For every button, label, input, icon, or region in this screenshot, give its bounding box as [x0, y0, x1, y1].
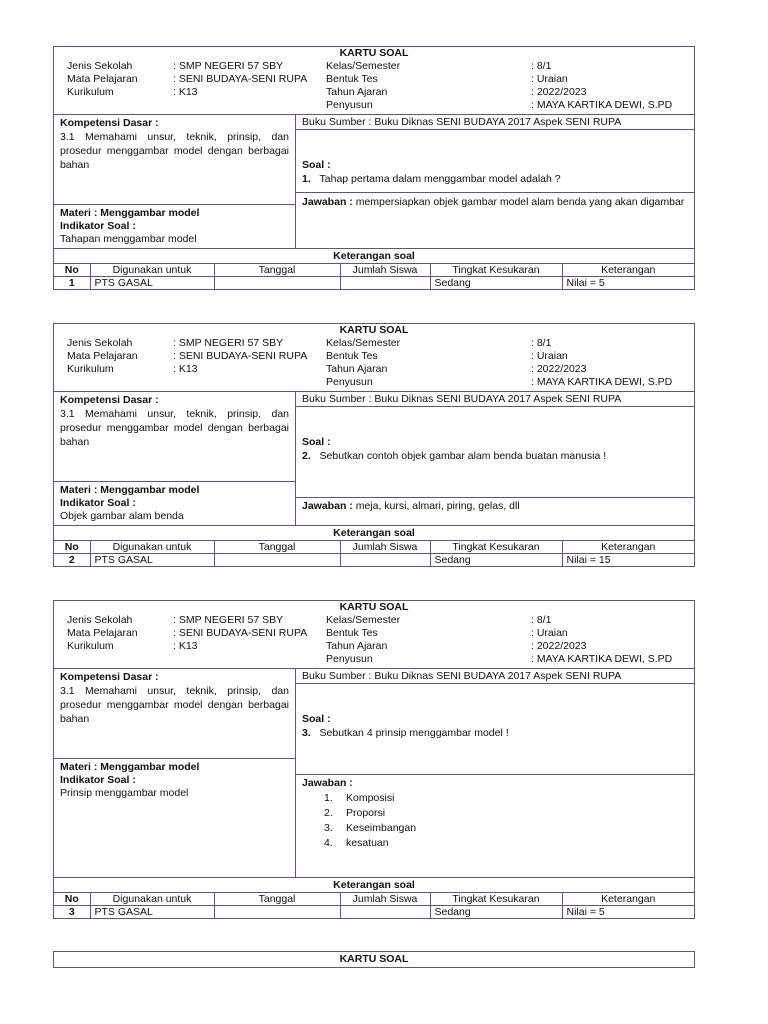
mata-pelajaran-label: Mata Pelajaran: [67, 350, 138, 362]
th-no: No: [54, 264, 90, 277]
cell-tanggal: [214, 554, 340, 567]
jawaban-section: [296, 498, 694, 514]
materi-label: Materi : Menggambar model: [60, 207, 200, 219]
penyusun-label: Penyusun: [326, 653, 373, 665]
indikator-label: Indikator Soal :: [60, 220, 136, 232]
card-body: [54, 668, 694, 877]
keterangan-soal-title: Keterangan soal: [54, 877, 694, 892]
bentuk-tes-label: Bentuk Tes: [326, 627, 378, 639]
indikator-label: Indikator Soal :: [60, 774, 136, 786]
kompetensi-dasar-text: 3.1 Memahami unsur, teknik, prinsip, dan prosedur menggambar model dengan berbagai bahan: [60, 408, 289, 448]
jawaban-list: [302, 791, 694, 851]
kompetensi-dasar-label: Kompetensi Dasar :: [60, 671, 159, 683]
right-column: [296, 115, 694, 248]
bentuk-tes-value: : Uraian: [531, 73, 568, 85]
kompetensi-dasar: [54, 115, 295, 205]
list-item: [324, 821, 694, 836]
table-header-row: [54, 541, 694, 554]
list-item-text: Keseimbangan: [346, 822, 417, 834]
cell-jumlah-siswa: [340, 277, 430, 290]
th-jumlah-siswa: Jumlah Siswa: [340, 264, 430, 277]
keterangan-table: [54, 263, 694, 289]
kartu-soal-card-2: [53, 323, 695, 567]
indikator-text: Objek gambar alam benda: [60, 510, 184, 522]
tahun-ajaran-value: : 2022/2023: [531, 640, 587, 652]
th-no: No: [54, 541, 90, 554]
kurikulum-label: Kurikulum: [67, 86, 114, 98]
soal-text: Sebutkan contoh objek gambar alam benda buatan manusia !: [319, 450, 607, 462]
soal-section: [296, 130, 694, 193]
jenis-sekolah-label: Jenis Sekolah: [67, 60, 133, 72]
cell-tingkat-kesukaran: Sedang: [430, 906, 562, 919]
jawaban-label: Jawaban :: [302, 777, 353, 789]
table-header-row: [54, 893, 694, 906]
card-header: [54, 337, 694, 391]
soal-section: [296, 407, 694, 498]
left-column: [54, 669, 296, 877]
mata-pelajaran-value: : SENI BUDAYA-SENI RUPA: [173, 627, 308, 639]
table-row: [54, 906, 694, 919]
mata-pelajaran-label: Mata Pelajaran: [67, 627, 138, 639]
cell-jumlah-siswa: [340, 906, 430, 919]
kurikulum-label: Kurikulum: [67, 640, 114, 652]
card-body: [54, 114, 694, 248]
bentuk-tes-label: Bentuk Tes: [326, 73, 378, 85]
buku-sumber: Buku Sumber : Buku Diknas SENI BUDAYA 2017 Aspek SENI RUPA: [296, 392, 694, 407]
th-digunakan: Digunakan untuk: [90, 541, 214, 554]
jenis-sekolah-label: Jenis Sekolah: [67, 337, 133, 349]
right-column: [296, 392, 694, 525]
bentuk-tes-value: : Uraian: [531, 627, 568, 639]
jawaban-section: [296, 193, 694, 210]
buku-sumber: Buku Sumber : Buku Diknas SENI BUDAYA 2017 Aspek SENI RUPA: [296, 669, 694, 684]
kurikulum-label: Kurikulum: [67, 363, 114, 375]
soal-text: Tahap pertama dalam menggambar model adalah ?: [319, 173, 561, 185]
cell-tingkat-kesukaran: Sedang: [430, 277, 562, 290]
soal-number: 3.: [302, 727, 311, 739]
jenis-sekolah-value: : SMP NEGERI 57 SBY: [173, 614, 284, 626]
buku-sumber: Buku Sumber : Buku Diknas SENI BUDAYA 2017 Aspek SENI RUPA: [296, 115, 694, 130]
materi-label: Materi : Menggambar model: [60, 484, 200, 496]
soal-section: [296, 684, 694, 775]
cell-digunakan: PTS GASAL: [90, 554, 214, 567]
kompetensi-dasar-text: 3.1 Memahami unsur, teknik, prinsip, dan prosedur menggambar model dengan berbagai bahan: [60, 131, 289, 171]
card-title: KARTU SOAL: [339, 47, 409, 59]
cell-no: 3: [54, 906, 90, 919]
indikator-text: Tahapan menggambar model: [60, 233, 197, 245]
th-keterangan: Keterangan: [562, 541, 694, 554]
tahun-ajaran-value: : 2022/2023: [531, 86, 587, 98]
penyusun-label: Penyusun: [326, 376, 373, 388]
th-keterangan: Keterangan: [562, 893, 694, 906]
keterangan-soal-title: Keterangan soal: [54, 248, 694, 263]
materi-indikator: [54, 759, 295, 877]
jawaban-text: mempersiapkan objek gambar model alam benda yang akan digambar: [352, 196, 685, 208]
th-tanggal: Tanggal: [214, 541, 340, 554]
kelas-semester-value: : 8/1: [531, 614, 552, 626]
soal-question: [302, 449, 694, 463]
kartu-soal-card-3: [53, 600, 695, 919]
tahun-ajaran-label: Tahun Ajaran: [326, 363, 388, 375]
table-row: [54, 554, 694, 567]
soal-question: [302, 726, 694, 740]
jawaban-text: meja, kursi, almari, piring, gelas, dll: [352, 500, 520, 512]
th-tanggal: Tanggal: [214, 893, 340, 906]
kartu-soal-card-4-title: KARTU SOAL: [53, 951, 695, 968]
mata-pelajaran-label: Mata Pelajaran: [67, 73, 138, 85]
jenis-sekolah-label: Jenis Sekolah: [67, 614, 133, 626]
keterangan-table: [54, 540, 694, 566]
th-tanggal: Tanggal: [214, 264, 340, 277]
indikator-label: Indikator Soal :: [60, 497, 136, 509]
kelas-semester-label: Kelas/Semester: [326, 614, 401, 626]
kompetensi-dasar: [54, 392, 295, 482]
card-header: [54, 614, 694, 668]
list-item-number: 3.: [324, 822, 333, 834]
tahun-ajaran-label: Tahun Ajaran: [326, 640, 388, 652]
kompetensi-dasar-text: 3.1 Memahami unsur, teknik, prinsip, dan prosedur menggambar model dengan berbagai bahan: [60, 685, 289, 725]
soal-question: [302, 172, 694, 186]
tahun-ajaran-value: : 2022/2023: [531, 363, 587, 375]
list-item: [324, 836, 694, 851]
th-no: No: [54, 893, 90, 906]
left-column: [54, 115, 296, 248]
th-tingkat-kesukaran: Tingkat Kesukaran: [430, 264, 562, 277]
cell-tanggal: [214, 277, 340, 290]
card-header: [54, 60, 694, 114]
th-tingkat-kesukaran: Tingkat Kesukaran: [430, 541, 562, 554]
indikator-text: Prinsip menggambar model: [60, 787, 189, 799]
materi-label: Materi : Menggambar model: [60, 761, 200, 773]
soal-label: Soal :: [302, 713, 331, 725]
th-jumlah-siswa: Jumlah Siswa: [340, 893, 430, 906]
bentuk-tes-value: : Uraian: [531, 350, 568, 362]
card-title: KARTU SOAL: [339, 324, 409, 336]
jenis-sekolah-value: : SMP NEGERI 57 SBY: [173, 337, 284, 349]
th-keterangan: Keterangan: [562, 264, 694, 277]
soal-label: Soal :: [302, 436, 331, 448]
list-item: [324, 791, 694, 806]
list-item-text: Proporsi: [346, 807, 386, 819]
mata-pelajaran-value: : SENI BUDAYA-SENI RUPA: [173, 73, 308, 85]
cell-keterangan: Nilai = 5: [562, 906, 694, 919]
cell-tingkat-kesukaran: Sedang: [430, 554, 562, 567]
bentuk-tes-label: Bentuk Tes: [326, 350, 378, 362]
penyusun-value: : MAYA KARTIKA DEWI, S.PD: [531, 99, 673, 111]
cell-keterangan: Nilai = 15: [562, 554, 694, 567]
kompetensi-dasar: [54, 669, 295, 759]
kompetensi-dasar-label: Kompetensi Dasar :: [60, 117, 159, 129]
list-item: [324, 806, 694, 821]
kelas-semester-value: : 8/1: [531, 60, 552, 72]
mata-pelajaran-value: : SENI BUDAYA-SENI RUPA: [173, 350, 308, 362]
kelas-semester-label: Kelas/Semester: [326, 337, 401, 349]
cell-no: 2: [54, 554, 90, 567]
jawaban-section: [296, 775, 694, 851]
list-item-number: 2.: [324, 807, 333, 819]
jawaban-label: Jawaban :: [302, 500, 353, 512]
cell-no: 1: [54, 277, 90, 290]
materi-indikator: [54, 482, 295, 525]
soal-text: Sebutkan 4 prinsip menggambar model !: [319, 727, 509, 739]
kompetensi-dasar-label: Kompetensi Dasar :: [60, 394, 159, 406]
jawaban-label: Jawaban :: [302, 196, 353, 208]
tahun-ajaran-label: Tahun Ajaran: [326, 86, 388, 98]
kurikulum-value: : K13: [173, 363, 198, 375]
th-digunakan: Digunakan untuk: [90, 264, 214, 277]
kurikulum-value: : K13: [173, 86, 198, 98]
kelas-semester-label: Kelas/Semester: [326, 60, 401, 72]
soal-number: 1.: [302, 173, 311, 185]
soal-label: Soal :: [302, 159, 331, 171]
keterangan-soal-title: Keterangan soal: [54, 525, 694, 540]
list-item-text: kesatuan: [346, 837, 389, 849]
cell-jumlah-siswa: [340, 554, 430, 567]
list-item-number: 4.: [324, 837, 333, 849]
kelas-semester-value: : 8/1: [531, 337, 552, 349]
cell-digunakan: PTS GASAL: [90, 906, 214, 919]
penyusun-value: : MAYA KARTIKA DEWI, S.PD: [531, 653, 673, 665]
list-item-text: Komposisi: [346, 792, 395, 804]
card-title: KARTU SOAL: [339, 601, 409, 613]
penyusun-label: Penyusun: [326, 99, 373, 111]
th-digunakan: Digunakan untuk: [90, 893, 214, 906]
cell-keterangan: Nilai = 5: [562, 277, 694, 290]
cell-digunakan: PTS GASAL: [90, 277, 214, 290]
table-header-row: [54, 264, 694, 277]
table-row: [54, 277, 694, 290]
card-body: [54, 391, 694, 525]
jenis-sekolah-value: : SMP NEGERI 57 SBY: [173, 60, 284, 72]
cell-tanggal: [214, 906, 340, 919]
kartu-soal-card-1: [53, 46, 695, 290]
th-tingkat-kesukaran: Tingkat Kesukaran: [430, 893, 562, 906]
left-column: [54, 392, 296, 525]
kurikulum-value: : K13: [173, 640, 198, 652]
penyusun-value: : MAYA KARTIKA DEWI, S.PD: [531, 376, 673, 388]
materi-indikator: [54, 205, 295, 248]
th-jumlah-siswa: Jumlah Siswa: [340, 541, 430, 554]
right-column: [296, 669, 694, 877]
keterangan-table: [54, 892, 694, 918]
soal-number: 2.: [302, 450, 311, 462]
list-item-number: 1.: [324, 792, 333, 804]
